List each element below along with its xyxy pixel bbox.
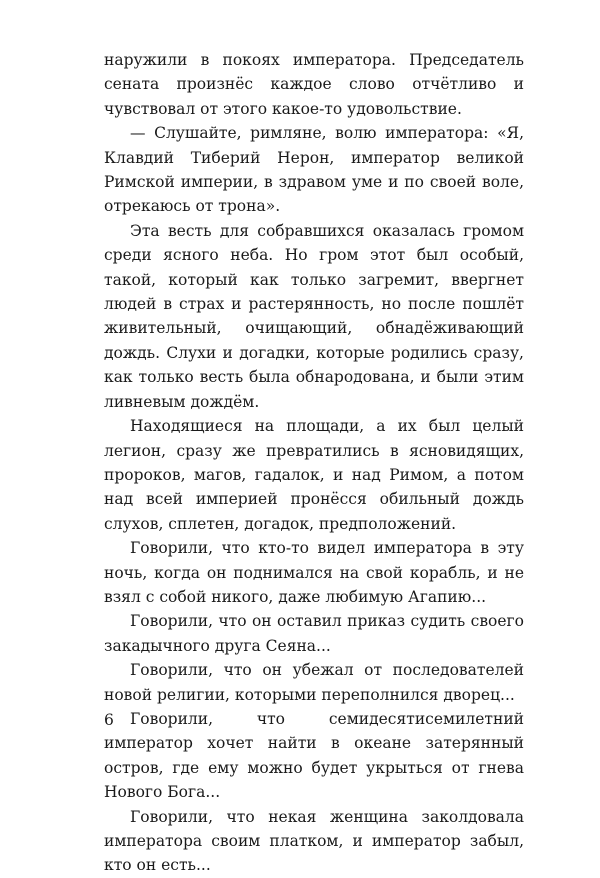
paragraph-5: Говорили, что кто-то видел императора в эту ночь, когда он поднимался на свой корабль, и не взял с собой никого, даже любимую Агапию... xyxy=(104,539,524,606)
paragraph-4: Находящиеся на площади, а их был целый легион, сразу же превратились в ясновидящих, пророков, магов, гадалок, и над Римом, а потом над всей империей пронёсся обильный дождь слухов, сплетен, догадок, предположений. xyxy=(104,417,524,533)
page-number: 6 xyxy=(104,711,114,729)
paragraph-2: — Слушайте, римляне, волю императора: «Я, Клавдий Тиберий Нерон, император великой Римской империи, в здравом уме и по своей воле, отрекаюсь от трона». xyxy=(104,124,524,216)
paragraph-9: Говорили, что некая женщина заколдовала императора своим платком, и император забыл, кто он есть... xyxy=(104,807,524,875)
paragraph-3: Эта весть для собравшихся оказалась громом среди ясного неба. Но гром этот был особый, такой, который как только загремит, ввергнет людей в страх и растерянность, но после пошлёт живительный, очищающий, обнадёживающий дождь. Слухи и догадки, которые родились сразу, как только весть была обнародована, и были этим ливневым дождём. xyxy=(104,221,524,411)
paragraph-1: наружили в покоях императора. Председатель сената произнёс каждое слово отчётливо и чувствовал от этого какое-то удовольствие. xyxy=(104,51,524,118)
paragraph-7: Говорили, что он убежал от последователей новой религии, которыми переполнился дворец... xyxy=(104,661,524,704)
paragraph-6: Говорили, что он оставил приказ судить своего закадычного друга Сеяна... xyxy=(104,612,524,655)
page-text xyxy=(104,48,524,878)
paragraph-8: Говорили, что семидесятисемилетний император хочет найти в океане затерянный остров, где ему можно будет укрыться от гнева Нового Бога... xyxy=(104,709,524,802)
